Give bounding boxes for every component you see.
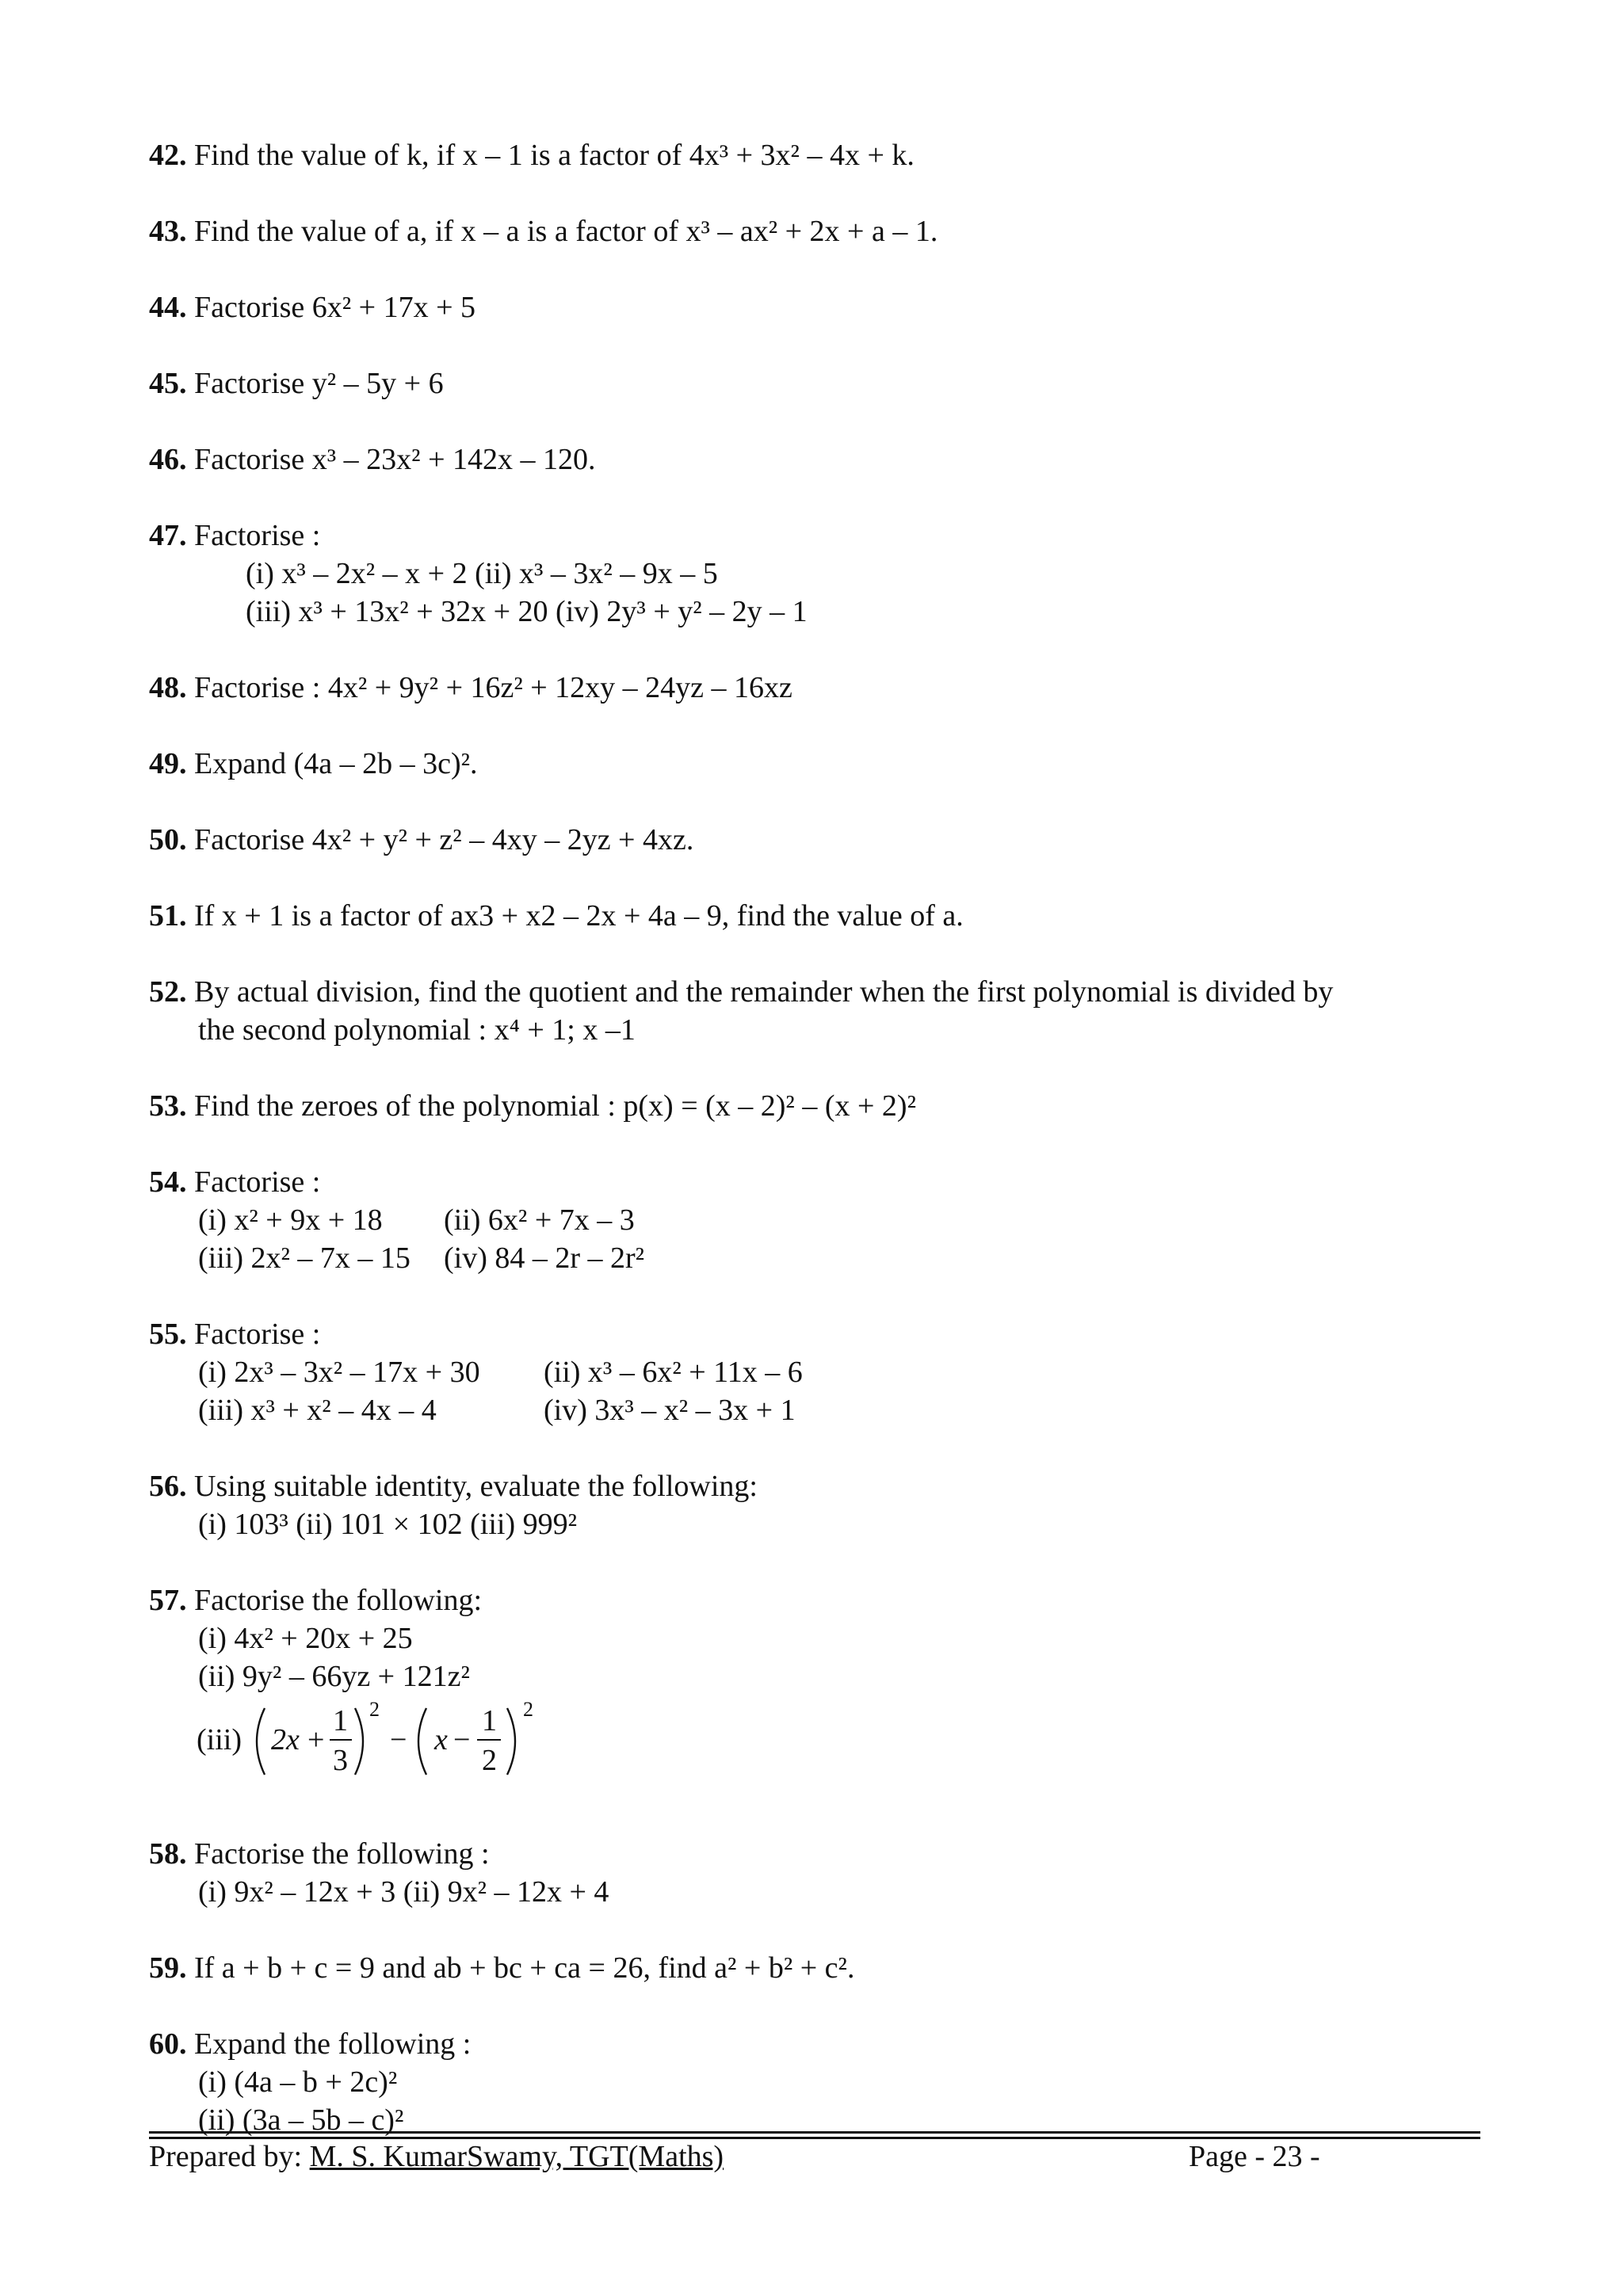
question-number: 46. bbox=[149, 443, 187, 476]
question-number: 42. bbox=[149, 139, 187, 172]
question-text: Factorise : 4x² + 9y² + 16z² + 12xy – 24yz – 16xz bbox=[194, 671, 792, 704]
footer-credit bbox=[149, 2138, 724, 2176]
question-52-continuation: the second polynomial : x⁴ + 1; x –1 bbox=[198, 1013, 636, 1047]
question-59 bbox=[149, 1949, 854, 1987]
question-text: Find the zeroes of the polynomial : p(x) = (x – 2)² – (x + 2)² bbox=[194, 1089, 916, 1123]
question-number: 45. bbox=[149, 367, 187, 400]
question-55-part-2: (ii) x³ – 6x² + 11x – 6 bbox=[544, 1356, 803, 1389]
right-paren bbox=[355, 1708, 363, 1775]
question-54-part-1: (i) x² + 9x + 18 bbox=[198, 1203, 383, 1237]
question-55-part-1: (i) 2x³ – 3x² – 17x + 30 bbox=[198, 1356, 480, 1389]
question-44 bbox=[149, 288, 475, 326]
term-x: x bbox=[434, 1723, 448, 1756]
question-number: 48. bbox=[149, 671, 187, 704]
question-number: 52. bbox=[149, 975, 187, 1009]
question-50 bbox=[149, 821, 693, 859]
question-text: Factorise y² – 5y + 6 bbox=[194, 367, 444, 400]
question-number: 59. bbox=[149, 1951, 187, 1985]
term-2x: 2x bbox=[271, 1723, 300, 1756]
question-text: By actual division, find the quotient and the remainder when the first polynomial is divided by bbox=[194, 975, 1334, 1009]
fraction-2-denominator: 2 bbox=[482, 1744, 497, 1777]
question-57-part-3-expression bbox=[197, 1692, 545, 1787]
question-47 bbox=[149, 517, 320, 555]
question-text: If a + b + c = 9 and ab + bc + ca = 26, find a² + b² + c². bbox=[194, 1951, 855, 1985]
fraction-1-denominator: 3 bbox=[333, 1744, 348, 1777]
question-54-part-2: (ii) 6x² + 7x – 3 bbox=[444, 1203, 635, 1237]
question-48 bbox=[149, 669, 792, 707]
question-text: Factorise : bbox=[194, 1165, 321, 1199]
exponent-2: 2 bbox=[523, 1698, 533, 1721]
question-57-part-2: (ii) 9y² – 66yz + 121z² bbox=[198, 1660, 470, 1693]
exponent-1: 2 bbox=[369, 1698, 380, 1721]
question-60 bbox=[149, 2025, 471, 2063]
question-number: 54. bbox=[149, 1165, 187, 1199]
fraction-1-numerator: 1 bbox=[333, 1704, 348, 1737]
question-number: 55. bbox=[149, 1318, 187, 1351]
prepared-by-label: Prepared by: bbox=[149, 2140, 303, 2173]
question-47-part-1: (i) x³ – 2x² – x + 2 (ii) x³ – 3x² – 9x – 5 bbox=[246, 557, 718, 590]
question-number: 49. bbox=[149, 747, 187, 780]
question-number: 51. bbox=[149, 899, 187, 933]
question-57 bbox=[149, 1581, 482, 1619]
question-54 bbox=[149, 1163, 320, 1201]
question-51 bbox=[149, 897, 964, 935]
fraction-2-numerator: 1 bbox=[482, 1704, 497, 1737]
question-text: Expand the following : bbox=[194, 2027, 472, 2061]
question-number: 60. bbox=[149, 2027, 187, 2061]
minus-sign: − bbox=[390, 1723, 407, 1756]
question-58 bbox=[149, 1835, 490, 1873]
question-number: 50. bbox=[149, 823, 187, 856]
question-54-part-3: (iii) 2x² – 7x – 15 bbox=[198, 1241, 411, 1275]
author-name: M. S. KumarSwamy, TGT(Maths) bbox=[309, 2140, 724, 2173]
minus-sign: − bbox=[453, 1723, 471, 1756]
question-text: Factorise 6x² + 17x + 5 bbox=[194, 291, 476, 324]
question-text: Find the value of a, if x – a is a factor of x³ – ax² + 2x + a – 1. bbox=[194, 215, 938, 248]
question-52 bbox=[149, 973, 1333, 1011]
question-60-part-1: (i) (4a – b + 2c)² bbox=[198, 2065, 398, 2099]
question-number: 57. bbox=[149, 1584, 187, 1617]
question-42 bbox=[149, 136, 915, 174]
question-55 bbox=[149, 1315, 320, 1353]
question-55-part-3: (iii) x³ + x² – 4x – 4 bbox=[198, 1394, 437, 1427]
question-46 bbox=[149, 441, 596, 479]
question-text: Using suitable identity, evaluate the following: bbox=[194, 1470, 758, 1503]
question-58-part-1: (i) 9x² – 12x + 3 (ii) 9x² – 12x + 4 bbox=[198, 1875, 609, 1909]
left-paren bbox=[418, 1708, 426, 1775]
question-number: 47. bbox=[149, 519, 187, 552]
question-text: Find the value of k, if x – 1 is a factor of 4x³ + 3x² – 4x + k. bbox=[194, 139, 915, 172]
question-number: 58. bbox=[149, 1837, 187, 1871]
left-paren bbox=[257, 1708, 265, 1775]
right-paren bbox=[507, 1708, 515, 1775]
question-54-part-4: (iv) 84 – 2r – 2r² bbox=[444, 1241, 645, 1275]
question-57-part-1: (i) 4x² + 20x + 25 bbox=[198, 1622, 413, 1655]
question-text: Factorise the following: bbox=[194, 1584, 483, 1617]
question-text: Factorise 4x² + y² + z² – 4xy – 2yz + 4xz. bbox=[194, 823, 694, 856]
question-number: 43. bbox=[149, 215, 187, 248]
question-55-part-4: (iv) 3x³ – x² – 3x + 1 bbox=[544, 1394, 796, 1427]
question-43 bbox=[149, 212, 938, 250]
question-text: Factorise the following : bbox=[194, 1837, 490, 1871]
question-47-part-2: (iii) x³ + 13x² + 32x + 20 (iv) 2y³ + y² – 2y – 1 bbox=[246, 595, 808, 628]
footer-rule-top bbox=[149, 2131, 1480, 2134]
page-number: Page - 23 - bbox=[1189, 2140, 1320, 2173]
question-text: Factorise : bbox=[194, 1318, 321, 1351]
question-56-part-1: (i) 103³ (ii) 101 × 102 (iii) 999² bbox=[198, 1508, 577, 1541]
part-label: (iii) bbox=[197, 1723, 242, 1756]
question-text: If x + 1 is a factor of ax3 + x2 – 2x + 4a – 9, find the value of a. bbox=[194, 899, 964, 933]
question-text: Expand (4a – 2b – 3c)². bbox=[194, 747, 478, 780]
question-45 bbox=[149, 364, 444, 402]
question-53 bbox=[149, 1087, 916, 1125]
question-49 bbox=[149, 745, 478, 783]
question-text: Factorise x³ – 23x² + 142x – 120. bbox=[194, 443, 596, 476]
question-text: Factorise : bbox=[194, 519, 321, 552]
question-56 bbox=[149, 1467, 758, 1505]
question-number: 53. bbox=[149, 1089, 187, 1123]
question-60-part-2: (ii) (3a – 5b – c)² bbox=[198, 2103, 404, 2137]
question-number: 44. bbox=[149, 291, 187, 324]
plus-sign: + bbox=[307, 1723, 325, 1756]
question-number: 56. bbox=[149, 1470, 187, 1503]
